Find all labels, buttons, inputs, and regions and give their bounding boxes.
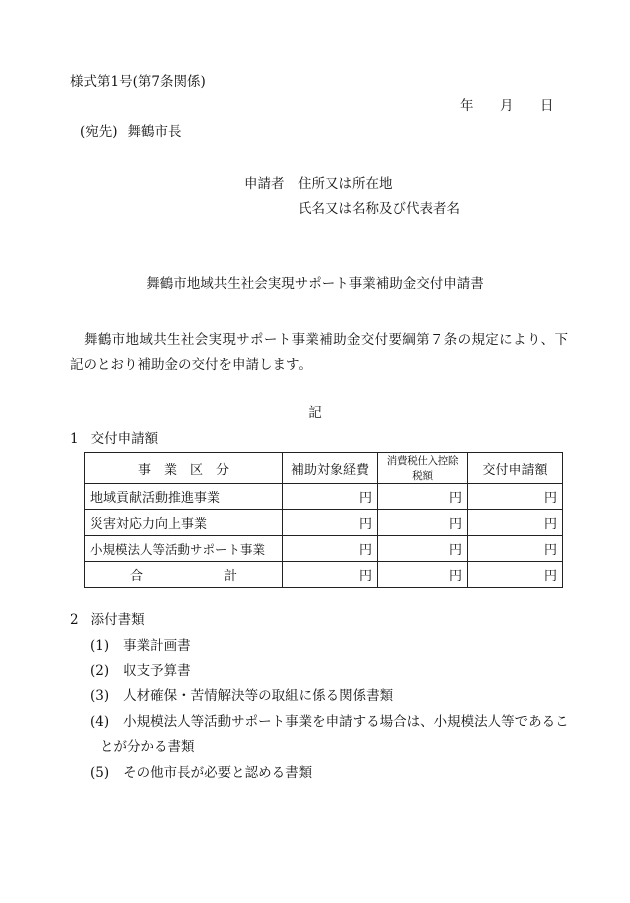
total-tax-deduction[interactable]: 円 [378,562,468,588]
section-2-number: 2 [70,612,79,628]
row-requested-amount[interactable]: 円 [468,510,563,536]
applicant-address-label: 住所又は所在地 [298,176,393,192]
list-item [90,665,191,679]
row-tax-deduction[interactable]: 円 [378,510,468,536]
list-item-number: (1) [90,638,110,654]
date-year-label: 年 [460,98,474,114]
list-item-number: (2) [90,663,110,679]
list-item-text: その他市長が必要と認める書類 [123,765,313,781]
row-category: 災害対応力向上事業 [85,510,283,536]
row-eligible-expenses[interactable]: 円 [283,510,378,536]
header-category: 事 業 区 分 [85,453,283,484]
list-item-text: 収支予算書 [123,663,191,679]
form-number: 様式第1号(第7条関係) [70,74,206,90]
row-requested-amount[interactable]: 円 [468,484,563,510]
header-eligible-expenses: 補助対象経費 [283,453,378,484]
applicant-name-label: 氏名又は名称及び代表者名 [298,201,460,217]
list-item [90,640,191,654]
list-item-text: 事業計画書 [123,638,191,654]
date-month-label: 月 [500,98,514,114]
section-2-heading [70,614,145,628]
addressee [70,126,182,140]
grant-application-table [84,452,563,588]
list-item-continuation: とが分かる書類 [100,739,195,755]
section-1-heading [70,433,158,447]
total-requested-amount[interactable]: 円 [468,562,563,588]
list-item-text: 人材確保・苦情解決等の取組に係る関係書類 [123,688,394,704]
row-tax-deduction[interactable]: 円 [378,536,468,562]
row-category: 地域貢献活動推進事業 [85,484,283,510]
section-2-title: 添付書類 [90,612,145,628]
table-row [85,484,563,510]
row-eligible-expenses[interactable]: 円 [283,484,378,510]
row-eligible-expenses[interactable]: 円 [283,536,378,562]
applicant-label: 申請者 [244,176,285,192]
addressee-name: 舞鶴市長 [127,124,182,140]
date-day-label: 日 [540,98,554,114]
list-item [90,767,312,781]
table-row [85,510,563,536]
table-row [85,536,563,562]
table-total-row [85,562,563,588]
table-header-row [85,453,563,484]
list-item-number: (3) [90,688,110,704]
list-item [90,690,393,704]
row-requested-amount[interactable]: 円 [468,536,563,562]
document-title: 舞鶴市地域共生社会実現サポート事業補助金交付申請書 [146,276,484,292]
total-eligible-expenses[interactable]: 円 [283,562,378,588]
body-paragraph: 舞鶴市地域共生社会実現サポート事業補助金交付要綱第７条の規定により、下記のとおり補助金の交付を申請します。 [70,332,568,373]
row-tax-deduction[interactable]: 円 [378,484,468,510]
header-requested-amount: 交付申請額 [468,453,563,484]
list-item-text: 小規模法人等活動サポート事業を申請する場合は、小規模法人等であるこ [123,714,569,730]
ki-heading: 記 [308,405,322,421]
section-1-title: 交付申請額 [90,431,159,447]
list-item [90,716,569,730]
total-label-left: 合 [130,569,144,584]
list-item-number: (5) [90,765,110,781]
total-label-cell [85,562,283,588]
list-item-number: (4) [90,714,110,730]
addressee-label: (宛先) [80,124,118,140]
total-label-right: 計 [223,569,237,584]
section-1-number: 1 [70,431,79,447]
row-category: 小規模法人等活動サポート事業 [85,536,283,562]
header-tax-deduction: 消費税仕入控除税額 [378,453,468,484]
